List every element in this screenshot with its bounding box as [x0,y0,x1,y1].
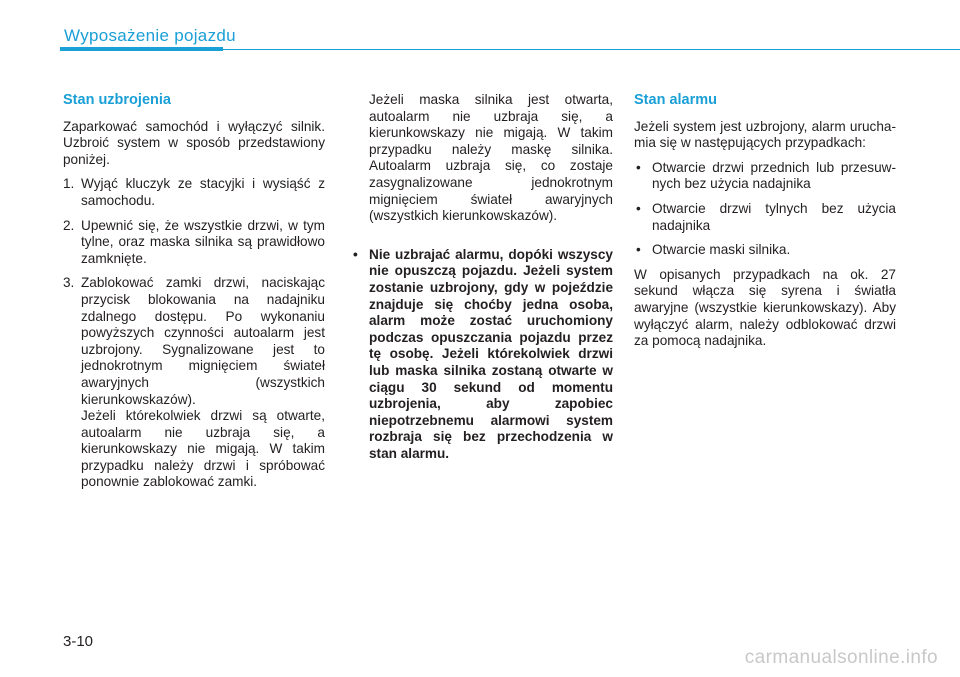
bullet-icon: • [636,242,641,258]
step-number: 3. [63,275,75,291]
list-item [63,176,325,209]
column-left [63,92,325,499]
step-extra-text: Jeżeli którekolwiek drzwi są otwarte, autoalarm nie uzbraja się, a kierunkowskazy nie migają. W takim przypadku należy drzwi i spróbować ponownie zablokować zamki. [81,408,325,490]
list-item [634,201,896,234]
step-number: 2. [63,217,75,233]
trigger-text: Otwarcie maski silnika. [652,242,791,258]
warning-list [351,247,613,463]
alarm-triggers [634,160,896,259]
step-number: 1. [63,176,75,192]
armed-steps [63,176,325,491]
section-title-armed: Stan uzbrojenia [63,92,171,108]
step-text: Zablokować zamki drzwi, naciskając przycisk blokowania na nadajniku zdalnego dostępu. Po wykonaniu powyższych czynności autoalarm jest uzbrojony. Sygnalizowane jest to jednokrotnym mignięciem świateł awaryjnych (wszystkich kierunkowskazów). [81,275,325,407]
step-text: Wyjąć kluczyk ze stacyjki i wysiąść z samochodu. [81,176,325,208]
bullet-icon: • [353,246,358,262]
alarm-outro: W opisanych przypadkach na ok. 27 sekund włącza się syrena i światła awaryjne (wszystkie kierunkowskazy). Aby wyłączyć alarm, należy odblokować drzwi za pomocą nadajnika. [634,266,896,349]
armed-intro: Zaparkować samochód i wyłączyć silnik. Uzbroić system w sposób przedstawiony poniżej. [63,118,325,167]
page-number: 3-10 [63,633,94,650]
bullet-icon: • [636,159,641,175]
section-title-alarm: Stan alarmu [634,92,717,108]
hood-open-paragraph: Jeżeli maska silnika jest otwarta, autoalarm nie uzbraja się, a kierunkowskazy nie migają. W takim przypadku należy maskę silnika. Autoalarm uzbraja się, co zostaje zasygnalizowane jednokrotnym mignięciem świateł awaryjnych (wszystkich kierunkowskazów). [369,92,613,224]
list-item [63,218,325,268]
header-title: Wyposażenie pojazdu [64,26,236,45]
list-item [634,242,896,259]
watermark: carmanualsonline.info [744,647,938,668]
list-item [63,275,325,491]
header-rule [60,49,960,50]
column-middle [351,92,613,470]
column-right [634,92,896,358]
warning-text: Nie uzbrajać alarmu, dopóki wszyscy nie opuszczą pojazdu. Jeżeli system zostanie uzbrojony, gdy w pojeździe znajduje się choćby jedna osoba, alarm może zostać uruchomiony podczas opuszczania pojazdu przez tę osobę. Jeżeli którekolwiek drzwi lub maska silnika zostaną otwarte w ciągu 30 sekund od momentu uzbrojenia, aby zapobiec niepotrzebnemu alarmowi system rozbraja się bez przechodzenia w stan alarmu. [369,246,613,461]
step-text: Upewnić się, że wszystkie drzwi, w tym tylne, oraz maska silnika są prawidłowo zamknięte. [81,217,325,266]
bullet-icon: • [636,200,641,216]
list-item [351,247,613,463]
trigger-text: Otwarcie drzwi tylnych bez użycia nadajnika [652,200,896,233]
trigger-text: Otwarcie drzwi przednich lub przesuwnych bez użycia nadajnika [652,159,896,192]
alarm-intro: Jeżeli system jest uzbrojony, alarm uruchamia się w następujących przypadkach: [634,118,896,151]
list-item [634,160,896,193]
